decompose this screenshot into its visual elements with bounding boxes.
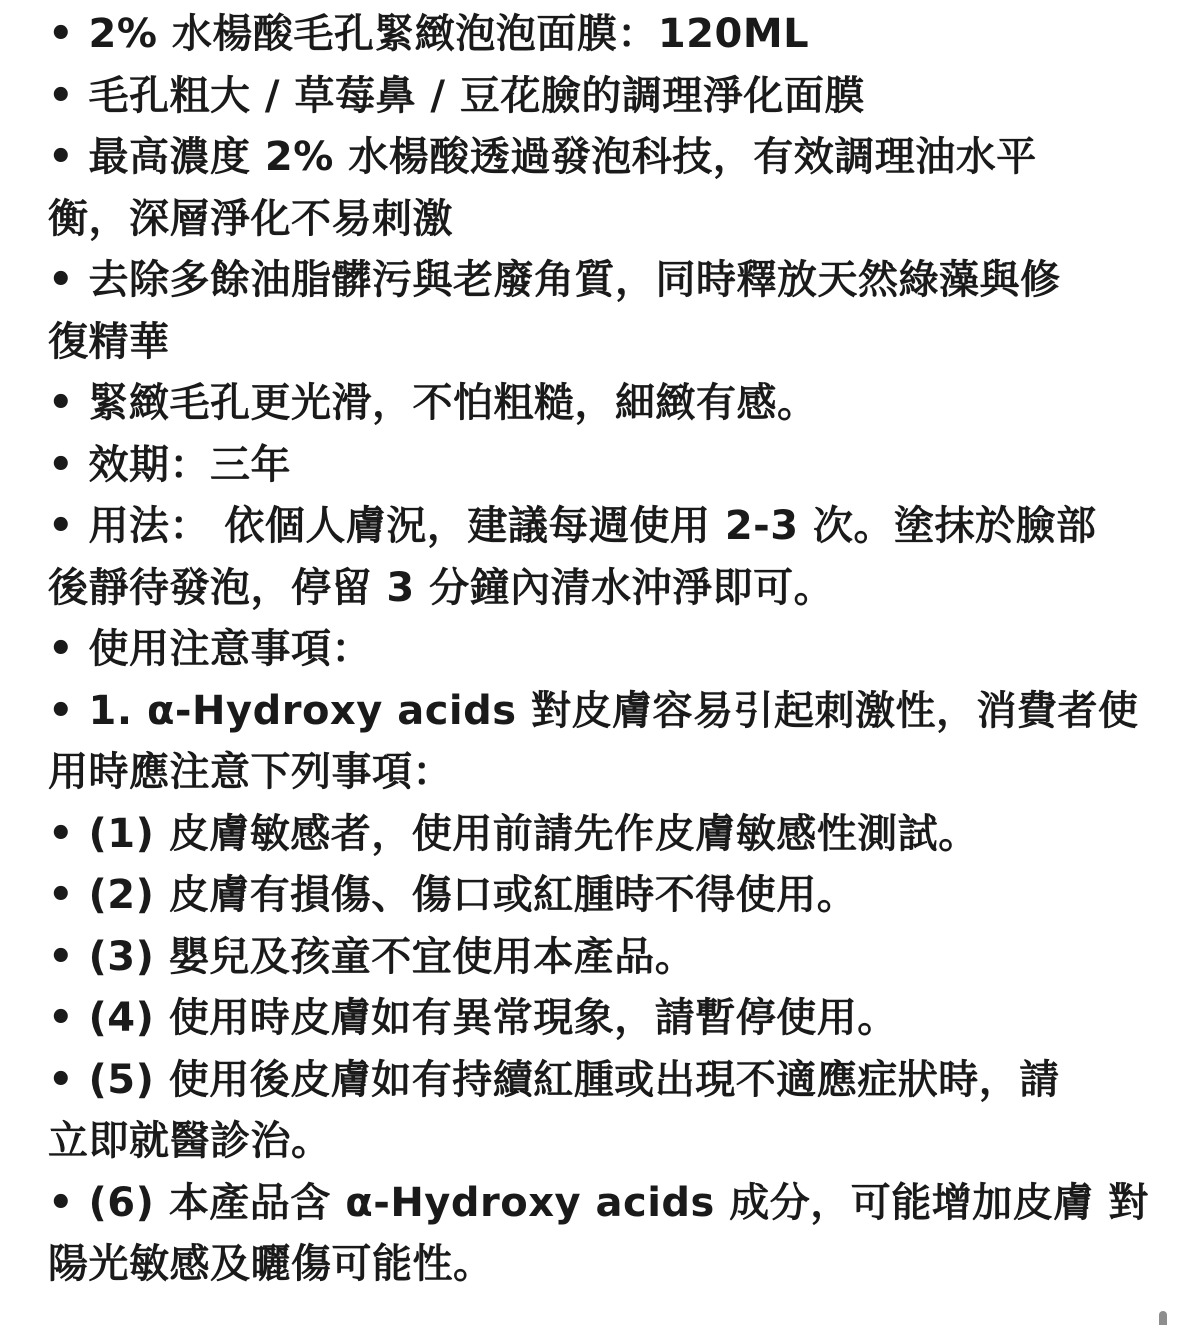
note-line: • 緊緻毛孔更光滑，不怕粗糙，細緻有感。 xyxy=(48,380,818,426)
note-line: • 1. α-Hydroxy acids 對皮膚容易引起刺激性，消費者使 xyxy=(48,687,1139,734)
note-line: • (4) 使用時皮膚如有異常現象，請暫停使用。 xyxy=(48,995,898,1041)
note-line: • 使用注意事項： xyxy=(48,626,372,672)
note-line: • 最高濃度 2% 水楊酸透過發泡科技，有效調理油水平 xyxy=(48,134,1037,180)
note-line: • 效期：三年 xyxy=(48,441,291,488)
scroll-indicator[interactable] xyxy=(1159,1311,1167,1325)
note-line: • 毛孔粗大 / 草莓鼻 / 豆花臉的調理淨化面膜 xyxy=(48,72,865,119)
note-line: 後靜待發泡，停留 3 分鐘內清水沖淨即可。 xyxy=(48,564,835,611)
note-line: 用時應注意下列事項： xyxy=(48,749,453,795)
note-line: • 2% 水楊酸毛孔緊緻泡泡面膜：120ML xyxy=(48,11,810,57)
note-line: • (6) 本產品含 α-Hydroxy acids 成分，可能增加皮膚 對 xyxy=(48,1179,1149,1226)
note-line: • (1) 皮膚敏感者，使用前請先作皮膚敏感性測試。 xyxy=(48,810,979,857)
note-line: • (2) 皮膚有損傷、傷口或紅腫時不得使用。 xyxy=(48,872,858,918)
note-line: • (5) 使用後皮膚如有持續紅腫或出現不適應症狀時，請 xyxy=(48,1056,1060,1103)
note-line: • 用法： 依個人膚況，建議每週使用 2-3 次。塗抹於臉部 xyxy=(48,503,1097,549)
note-line: • (3) 嬰兒及孩童不宜使用本產品。 xyxy=(48,933,696,980)
note-line: • 去除多餘油脂髒污與老廢角質，同時釋放天然綠藻與修 xyxy=(48,257,1061,303)
note-line: 立即就醫診治。 xyxy=(48,1118,332,1164)
note-line: 復精華 xyxy=(48,318,170,365)
note-line: 陽光敏感及曬傷可能性。 xyxy=(48,1241,494,1287)
note-line: 衡，深層淨化不易刺激 xyxy=(48,195,453,242)
note-body[interactable] xyxy=(48,4,1149,1296)
